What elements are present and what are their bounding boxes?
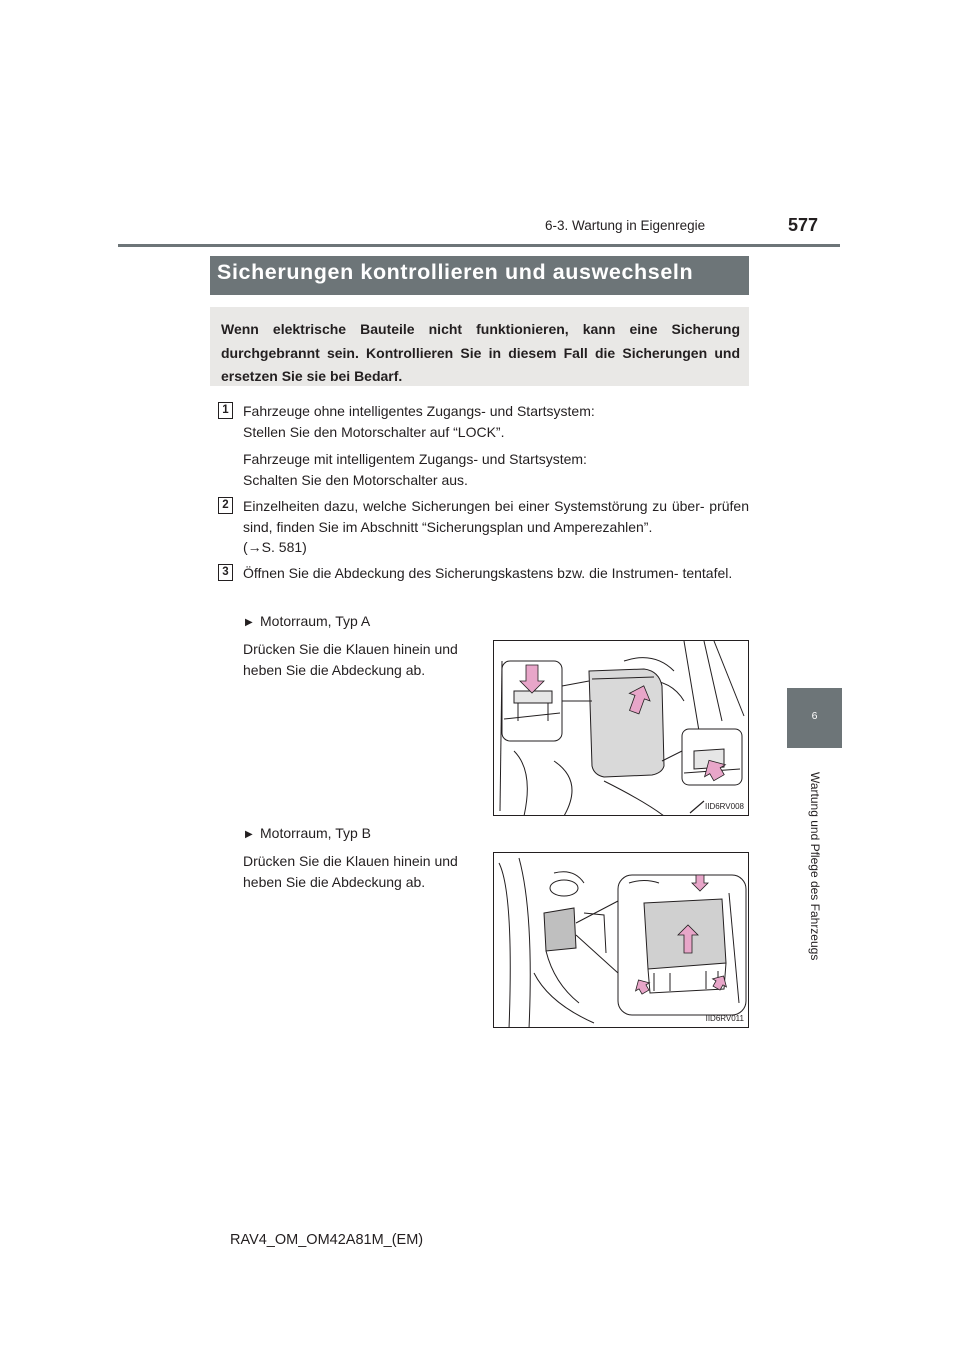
page-title: Sicherungen kontrollieren und auswechseln [217, 260, 694, 284]
reference-arrow-icon: → [247, 539, 262, 555]
footer-document-code: RAV4_OM_OM42A81M_(EM) [230, 1232, 424, 1248]
step-2-badge: 2 [218, 497, 233, 514]
step-1-line-4: Schalten Sie den Motorschalter aus. [243, 472, 468, 488]
step-1-line-3: Fahrzeuge mit intelligentem Zugangs- und Startsystem: [243, 451, 587, 467]
figure-engine-room-type-b [493, 852, 749, 1028]
step-1-line-2: Stellen Sie den Motorschalter auf “LOCK”. [243, 424, 505, 440]
chapter-side-label: Wartung und Pflege des Fahrzeugs [808, 772, 822, 961]
subsection-a-heading: Motorraum, Typ A [260, 613, 371, 629]
header-section-title: 6-3. Wartung in Eigenregie [545, 218, 706, 233]
step-2-text: Einzelheiten dazu, welche Sicherungen bei einer Systemstörung zu über- prüfen sind, finden Sie im Abschnitt “Sicherungsplan und Amperezahlen”. [243, 498, 749, 535]
step-3-text: Öffnen Sie die Abdeckung des Sicherungskastens bzw. die Instrumen- tentafel. [243, 565, 733, 581]
intro-text: Wenn elektrische Bauteile nicht funktionieren, kann eine Sicherung durchgebrannt sein. Kontrollieren Sie in diesem Fall die Sicherungen und ersetzen Sie sie bei Bedarf. [221, 321, 740, 384]
figure-a-code: IID6RV008 [705, 802, 744, 811]
step-2-reference: (→S. 581) [243, 539, 307, 555]
fuse-box-type-a-illustration [494, 641, 749, 816]
chapter-tab-number: 6 [811, 710, 818, 722]
header-rule [118, 244, 840, 247]
bullet-arrow-icon: ▶ [245, 617, 253, 628]
figure-b-code: IID6RV011 [705, 1014, 744, 1023]
step-3-badge: 3 [218, 564, 233, 581]
subsection-b-instruction: Drücken Sie die Klauen hinein und heben Sie die Abdeckung ab. [243, 853, 458, 890]
figure-engine-room-type-a [493, 640, 749, 816]
step-1-line-1: Fahrzeuge ohne intelligentes Zugangs- und Startsystem: [243, 403, 595, 419]
subsection-b-heading: Motorraum, Typ B [260, 825, 372, 841]
page-number: 577 [788, 215, 819, 235]
reference-page: S. 581 [261, 539, 303, 555]
subsection-a-instruction: Drücken Sie die Klauen hinein und heben Sie die Abdeckung ab. [243, 641, 458, 678]
fuse-box-type-b-illustration [494, 853, 749, 1028]
bullet-arrow-icon: ▶ [245, 829, 253, 840]
intro-box [210, 307, 749, 386]
step-1-badge: 1 [218, 402, 233, 419]
